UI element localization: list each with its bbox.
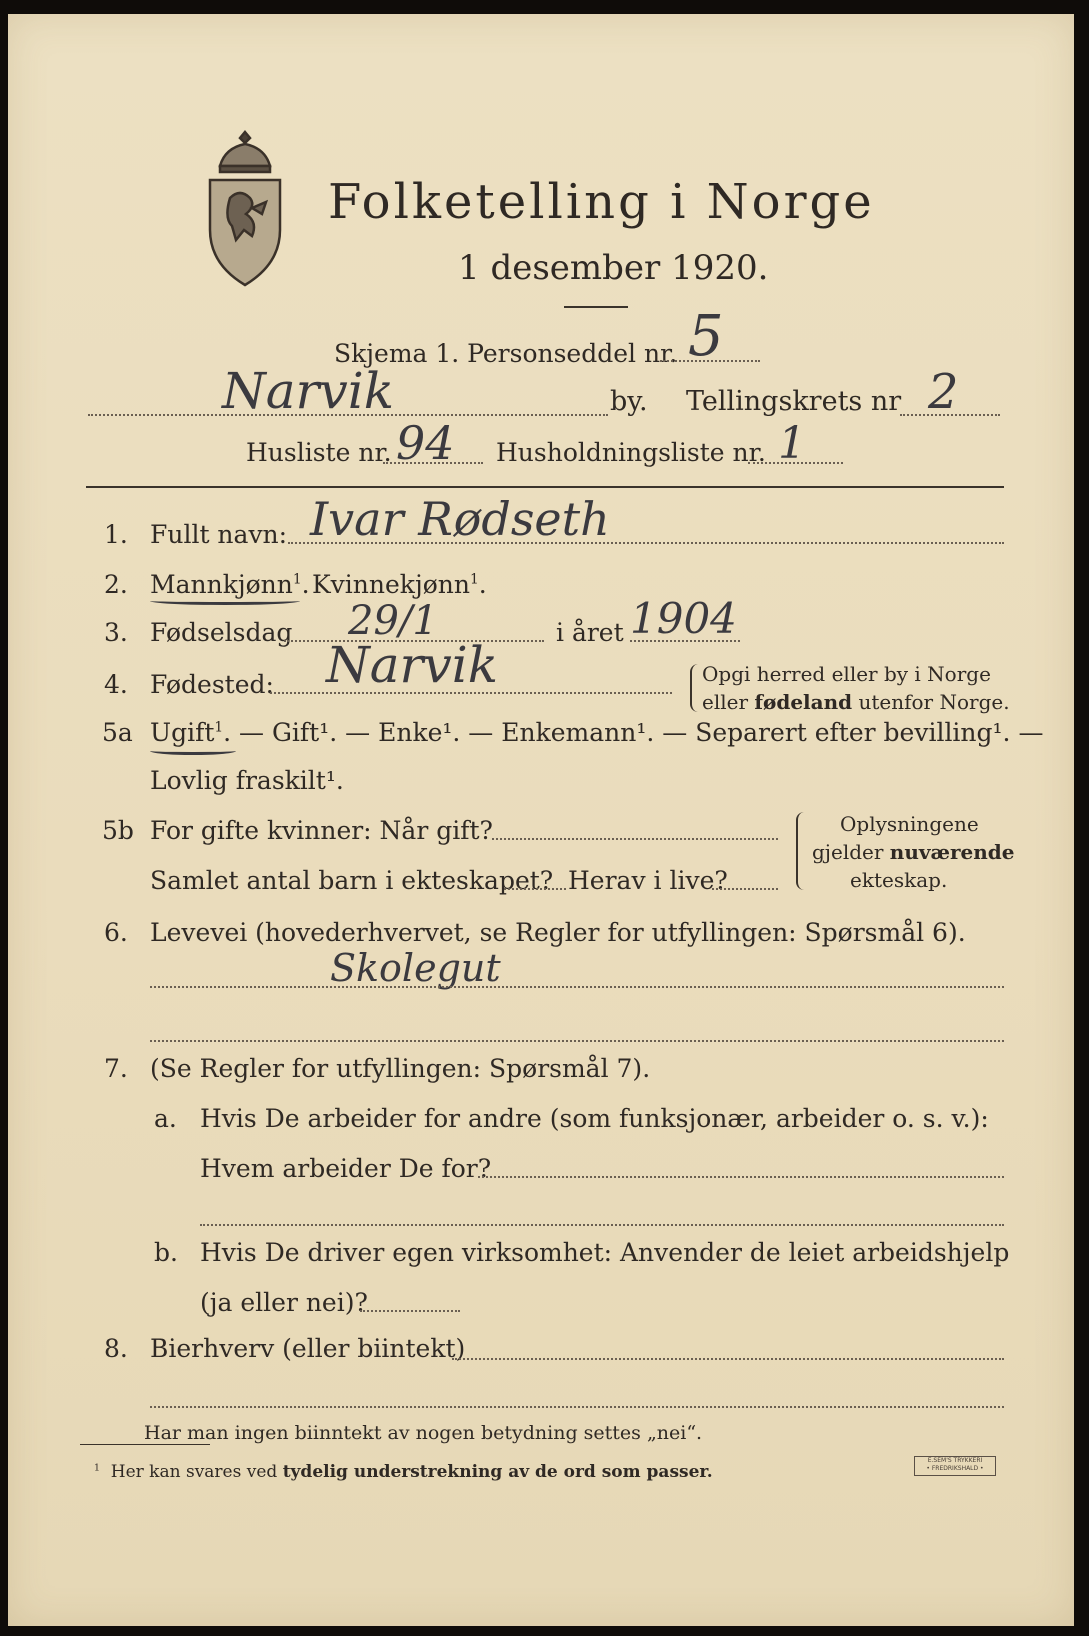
q4-number: 4.: [104, 670, 128, 699]
q5a-options[interactable]: Ugift$^1$. — Gift¹. — Enke¹. — Enkemann¹. — Separert efter bevilling¹. —: [150, 718, 1044, 747]
q5b-number: 5b: [102, 816, 134, 845]
q1-value: Ivar Rødseth: [310, 492, 610, 546]
q5a-ugift-underline: [150, 747, 236, 755]
q5b-note-line3: ekteskap.: [850, 868, 948, 892]
q5b-children-label: Samlet antal barn i ekteskapet?: [150, 866, 554, 895]
schema-value: 5: [688, 304, 724, 369]
husliste-label: Husliste nr.: [246, 438, 392, 467]
q7-label: (Se Regler for utfyllingen: Spørsmål 7).: [150, 1054, 651, 1083]
q2-male-underline: [150, 597, 300, 605]
census-form: [8, 14, 1074, 1626]
q7-number: 7.: [104, 1054, 128, 1083]
q7a-line1: Hvis De arbeider for andre (som funksjonær, arbeider o. s. v.):: [200, 1104, 989, 1133]
q5b-note-brace: [796, 812, 804, 890]
q3-number: 3.: [104, 618, 128, 647]
q7a-line2: Hvem arbeider De for?: [200, 1154, 492, 1183]
q7b-line2: (ja eller nei)?: [200, 1288, 368, 1317]
q3-year-label: i året: [556, 618, 624, 647]
city-value: Narvik: [222, 362, 394, 420]
q4-note-line2: eller fødeland utenfor Norge.: [702, 690, 1010, 714]
footnote-divider: [80, 1444, 210, 1445]
footer-note: Har man ingen biinntekt av nogen betydning settes „nei“.: [144, 1422, 703, 1444]
schema-label: Skjema 1. Personseddel nr.: [334, 339, 678, 368]
q5a-line2[interactable]: Lovlig fraskilt¹.: [150, 766, 344, 795]
q1-number: 1.: [104, 520, 128, 549]
q5b-note-line2: gjelder nuværende: [812, 840, 1015, 864]
husholdning-label: Husholdningsliste nr.: [496, 438, 766, 467]
q2-male-option[interactable]: Mannkjønn$^1$.: [150, 570, 310, 599]
q7b-letter: b.: [154, 1238, 178, 1267]
q5a-number: 5a: [102, 718, 133, 747]
krets-value: 2: [928, 364, 959, 420]
q4-value: Narvik: [326, 636, 498, 694]
husholdning-value: 1: [778, 418, 806, 469]
q3-year-value: 1904: [630, 594, 737, 643]
husliste-value: 94: [396, 416, 455, 470]
printer-stamp: E.SEM'S TRYKKERI • FREDRIKSHALD •: [914, 1456, 996, 1476]
header-divider: [86, 486, 1004, 488]
q6-value: Skolegut: [330, 946, 501, 990]
footnote: $^1$ Her kan svares ved tydelig understrekning av de ord som passer.: [94, 1462, 713, 1482]
q6-label: Levevei (hovederhvervet, se Regler for utfyllingen: Spørsmål 6).: [150, 918, 966, 947]
q5a-ugift: Ugift: [150, 718, 215, 747]
title-divider: [564, 306, 628, 308]
q6-number: 6.: [104, 918, 128, 947]
q5b-alive-label: Herav i live?: [568, 866, 728, 895]
q8-field-1[interactable]: [452, 1358, 1004, 1360]
q2-male-label: Mannkjønn: [150, 570, 293, 599]
q5b-married-field[interactable]: [492, 838, 778, 840]
q2-end: .: [478, 570, 487, 599]
q6-field-2[interactable]: [150, 1040, 1004, 1042]
q2-number: 2.: [104, 570, 128, 599]
form-title: Folketelling i Norge: [328, 174, 875, 230]
q4-label: Fødested:: [150, 670, 274, 699]
q8-field-2[interactable]: [150, 1406, 1004, 1408]
q4-note-line1: Opgi herred eller by i Norge: [702, 662, 991, 686]
q5b-children-field[interactable]: [504, 888, 566, 890]
q3-label: Fødselsdag: [150, 618, 293, 647]
census-date: 1 desember 1920.: [458, 248, 769, 288]
coat-of-arms-icon: [200, 128, 290, 288]
q2-female-option[interactable]: Kvinnekjønn$^1$.: [312, 570, 487, 599]
q8-label: Bierhverv (eller biintekt): [150, 1334, 466, 1363]
q7b-line1: Hvis De driver egen virksomhet: Anvender de leiet arbeidshjelp: [200, 1238, 1010, 1267]
q1-label: Fullt navn:: [150, 520, 288, 549]
by-label: by.: [610, 386, 648, 417]
q5b-note-line1: Oplysningene: [840, 812, 979, 836]
q3-day-value: 29/1: [348, 598, 438, 644]
q5a-rest: . — Gift¹. — Enke¹. — Enkemann¹. — Separert efter bevilling¹. —: [223, 718, 1044, 747]
q5b-line1: For gifte kvinner: Når gift?: [150, 816, 493, 845]
q6-field-1[interactable]: [150, 986, 1004, 988]
krets-label: Tellingskrets nr: [686, 386, 902, 417]
q5b-alive-field[interactable]: [712, 888, 778, 890]
q7a-field-2[interactable]: [200, 1224, 1004, 1226]
q7b-field[interactable]: [360, 1310, 460, 1312]
q7a-letter: a.: [154, 1104, 177, 1133]
q4-note-brace: [690, 664, 698, 712]
q7a-field-1[interactable]: [478, 1176, 1004, 1178]
q2-female-label: Kvinnekjønn: [312, 570, 470, 599]
q8-number: 8.: [104, 1334, 128, 1363]
q2-separator: .: [301, 570, 310, 599]
